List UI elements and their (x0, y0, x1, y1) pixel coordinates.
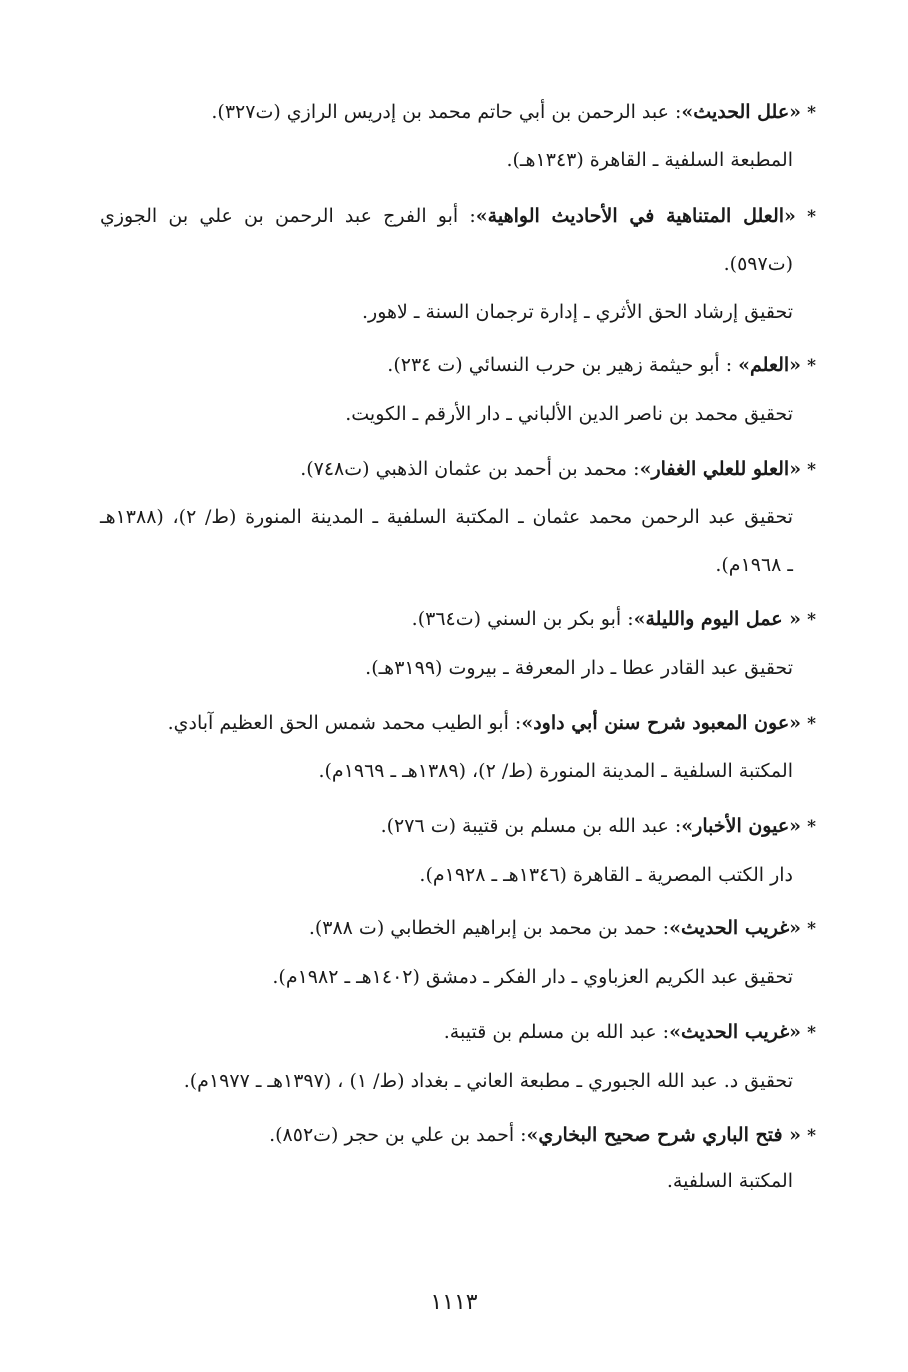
entry-author: : عبد الله بن مسلم بن قتيبة. (443, 1021, 670, 1043)
entry-heading (100, 202, 816, 231)
entry-publication: دار الكتب المصرية ـ القاهرة (١٣٤٦هـ ـ ١٩٢٨م). (419, 864, 793, 886)
entry-title: «العلل المتناهية في الأحاديث الواهية» (475, 205, 796, 227)
entry-author: : أبو حيثمة زهير بن حرب النسائي (ت ٢٣٤). (387, 354, 739, 376)
entry-heading (309, 914, 816, 943)
entry-title: «علل الحديث» (681, 101, 802, 123)
entry-title: «عيون الأخبار» (681, 815, 802, 837)
entry-publication: تحقيق إرشاد الحق الأثري ـ إدارة ترجمان السنة ـ لاهور. (361, 301, 793, 323)
entry-publication: تحقيق محمد بن ناصر الدين الألباني ـ دار الأرقم ـ الكويت. (345, 403, 793, 425)
entry-author: : أبو الطيب محمد شمس الحق العظيم آبادي. (167, 712, 522, 734)
entry-author: : محمد بن أحمد بن عثمان الذهبي (ت٧٤٨). (300, 458, 640, 480)
entry-publication: تحقيق عبد الكريم العزباوي ـ دار الفكر ـ دمشق (١٤٠٢هـ ـ ١٩٨٢م). (272, 966, 793, 988)
entry-heading (269, 1121, 816, 1150)
entry-bullet: * (807, 1023, 816, 1043)
entry-title: «العلم» (738, 354, 802, 376)
entry-author: : أبو بكر بن السني (ت٣٦٤). (411, 608, 634, 630)
entry-heading (381, 812, 816, 841)
entry-author: : عبد الرحمن بن أبي حاتم محمد بن إدريس الرازي (ت٣٢٧). (211, 101, 682, 123)
entry-author: : عبد الله بن مسلم بن قتيبة (ت ٢٧٦). (380, 815, 682, 837)
entry-heading (444, 1018, 816, 1047)
entry-publication: المكتبة السلفية ـ المدينة المنورة (ط/ ٢)، (١٣٨٩هـ ـ ١٩٦٩م). (318, 760, 793, 782)
entry-bullet: * (807, 714, 816, 734)
entry-heading (300, 455, 816, 484)
entry-heading (211, 98, 816, 127)
entry-title: «العلو للعلي الغفار» (639, 458, 802, 480)
entry-publication: تحقيق عبد الرحمن محمد عثمان ـ المكتبة السلفية ـ المدينة المنورة (ط/ ٢)، (١٣٨٨هـ (100, 506, 793, 528)
entry-author-continued: (ت٥٩٧). (723, 253, 793, 275)
entry-heading (387, 351, 816, 380)
entry-author: : أبو الفرج عبد الرحمن بن علي بن الجوزي (100, 205, 476, 227)
entry-title: «غريب الحديث» (669, 1021, 802, 1043)
entry-publication: المكتبة السلفية. (666, 1170, 793, 1192)
entry-publication: تحقيق عبد القادر عطا ـ دار المعرفة ـ بيروت (٣١٩٩هـ). (365, 657, 793, 679)
entry-bullet: * (807, 610, 816, 630)
entry-publication: المطبعة السلفية ـ القاهرة (١٣٤٣هـ). (506, 149, 793, 171)
entry-publication-continued: ـ ١٩٦٨م). (715, 554, 793, 576)
entry-heading (412, 605, 816, 634)
entry-author: : حمد بن محمد بن إبراهيم الخطابي (ت ٣٨٨). (308, 917, 670, 939)
page-number: ١١١٣ (430, 1290, 478, 1315)
entry-bullet: * (807, 919, 816, 939)
entry-bullet: * (807, 460, 816, 480)
entry-heading (168, 709, 816, 738)
entry-bullet: * (807, 207, 816, 227)
entry-bullet: * (807, 103, 816, 123)
entry-title: « فتح الباري شرح صحيح البخاري» (526, 1124, 802, 1146)
entry-author: : أحمد بن علي بن حجر (ت٨٥٢). (269, 1124, 527, 1146)
entry-title: «عون المعبود شرح سنن أبي داود» (521, 712, 802, 734)
entry-bullet: * (807, 1126, 816, 1146)
entry-bullet: * (807, 817, 816, 837)
entry-publication: تحقيق د. عبد الله الجبوري ـ مطبعة العاني ـ بغداد (ط/ ١) ، (١٣٩٧هـ ـ ١٩٧٧م). (183, 1070, 793, 1092)
entry-title: «غريب الحديث» (669, 917, 802, 939)
entry-bullet: * (807, 356, 816, 376)
entry-title: « عمل اليوم والليلة» (633, 608, 802, 630)
